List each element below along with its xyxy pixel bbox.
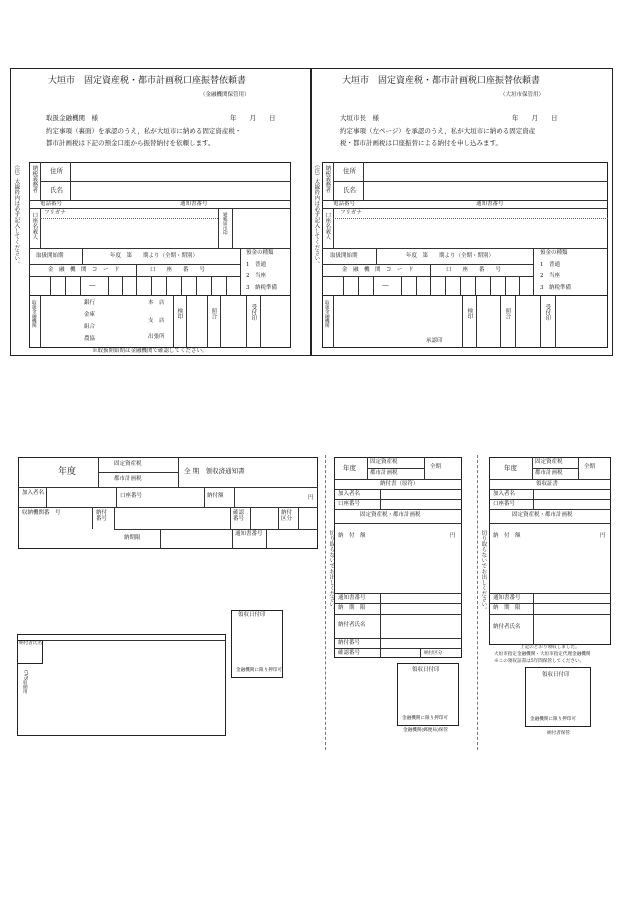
right-check-label: 検印 <box>466 308 473 319</box>
left-deposit-type-2: 2 当座 <box>246 273 266 279</box>
right-form-title: 大垣市 固定資産税・都市計画税口座振替依頼書 <box>342 76 541 86</box>
notice-title: 全 期 領収済通知書 <box>184 467 245 475</box>
receipt-tax-2: 都市計画税 <box>535 470 563 476</box>
middle-tax-1: 固定資産税 <box>370 459 398 465</box>
middle-yen: 円 <box>450 533 456 539</box>
receipt-tax-1: 固定資産税 <box>535 459 563 465</box>
cvs-stamp-note: 金融機関に限り押印可 <box>236 668 282 673</box>
notice-payment-category-label: 納付区分 <box>281 510 293 523</box>
right-form-subtitle: （大垣市保管用） <box>500 92 545 98</box>
left-start-label: 取扱開始期 <box>36 253 64 259</box>
middle-tax-2: 都市計画税 <box>370 470 398 476</box>
right-form-intro-1: 約定事項（左ページ）を承認のうえ，私が大垣市に納める固定資産 <box>340 127 536 135</box>
receipt-amount-label: 納 付 額 <box>493 533 521 539</box>
receipt-doc-name: 領収証書 <box>536 481 559 487</box>
left-notice-no-label: 通知書番号 <box>180 201 208 207</box>
notice-collecting-bank-label: 収納機関番 号 <box>22 510 61 516</box>
right-verify-label: 照合 <box>504 308 511 319</box>
cvs-slip <box>17 634 226 736</box>
left-receipt-label: 受付印 <box>250 304 257 321</box>
receipt-subscriber-label: 加入者名 <box>493 491 516 497</box>
middle-keeper: 金融機関(郵便局)保管 <box>403 728 448 733</box>
right-form-side-note: （注）太線枠内は必ず記入してください。 <box>313 162 320 267</box>
receipt-yen: 円 <box>600 533 606 539</box>
middle-deadline-label: 納 期 限 <box>338 605 366 611</box>
receipt-stamp-label: 領収日付印 <box>542 672 570 678</box>
right-furigana-label: フリガナ <box>340 210 362 216</box>
left-form-footer: ※取扱開始期は金融機関で確認してください。 <box>92 348 208 354</box>
left-furigana-label: フリガナ <box>44 210 66 216</box>
right-notice-no-label: 通知書番号 <box>476 201 504 207</box>
left-branch-type-3: 出張所 <box>148 334 165 340</box>
left-branch-type-1: 本 店 <box>148 300 165 306</box>
notice-yen: 円 <box>308 495 314 501</box>
left-name-label: 氏名 <box>50 186 63 194</box>
left-form-subtitle: （金融機関保管用） <box>200 92 250 98</box>
middle-cut-note: 切り取らないでお出しください。 <box>328 530 335 613</box>
receipt-payer-label: 納付者氏名 <box>493 624 521 630</box>
middle-payment-no-label: 納付番号 <box>338 640 361 646</box>
receipt-term: 全期 <box>584 464 596 470</box>
cut-line-2 <box>477 455 478 750</box>
left-bank-code-label: 金 融 機 関 コ ー ド <box>48 267 120 273</box>
left-bank-type-1: 銀行 <box>84 300 96 306</box>
notice-tax-2: 都市計画税 <box>114 476 142 482</box>
right-name-label: 氏名 <box>343 186 356 194</box>
receipt-year-label: 年度 <box>504 464 517 472</box>
right-bank-code-label: 金 融 機 関 コ ー ド <box>342 267 414 273</box>
left-taxpayer-label: 納税義務者 <box>31 165 38 193</box>
left-phone-label: 電話番号 <box>40 201 63 207</box>
middle-subscriber-label: 加入者名 <box>338 491 361 497</box>
notice-notice-no-label: 通知書番号 <box>235 531 263 537</box>
receipt-account-no-label: 口座番号 <box>493 501 516 507</box>
right-form-intro-2: 税・都市計画税は口座振替による納付を申し込みます。 <box>340 139 502 147</box>
left-seal-label: 通帳届出印 <box>222 212 228 235</box>
notice-year-label: 年度 <box>58 467 77 477</box>
right-start-label: 取扱開始期 <box>330 253 358 259</box>
left-deposit-type-3: 3 納税準備 <box>246 285 277 291</box>
middle-category-label: 納付区分 <box>424 651 443 656</box>
left-start-value: 年度 第 期より（全期・期別） <box>110 253 199 259</box>
notice-subscriber-text: 加入者名 <box>22 490 45 496</box>
right-handling-bank-label: 取扱金融機関 <box>324 300 330 328</box>
middle-confirm-no-label: 確認番号 <box>338 650 361 656</box>
left-form-title: 大垣市 固定資産税・都市計画税口座振替依頼書 <box>48 76 247 86</box>
notice-account-no-label: 口座番号 <box>120 493 143 499</box>
left-deposit-type-label: 預金の種類 <box>246 250 274 256</box>
right-account-holder-label: 口座名義人 <box>324 212 331 240</box>
cvs-stamp-label: 領収日付印 <box>238 612 266 618</box>
middle-stamp-label: 領収日付印 <box>412 667 440 673</box>
middle-payer-label: 納付者氏名 <box>338 622 366 628</box>
left-form-intro-1: 約定事項（裏面）を承認のうえ，私が大垣市に納める固定資産税・ <box>46 127 242 135</box>
receipt-keeper: 納付者保管 <box>547 731 570 736</box>
receipt-note-3: ※この領収証書は5年間保管してください。 <box>494 659 585 664</box>
right-address-label: 住所 <box>343 167 356 175</box>
right-cut-note: 切り取らないでお出しください。 <box>480 530 487 613</box>
middle-notice-no-label: 通知書番号 <box>338 595 366 601</box>
right-deposit-type-label: 預金の種類 <box>540 250 568 256</box>
left-address-label: 住所 <box>50 167 63 175</box>
left-check-label: 検印 <box>176 308 183 319</box>
notice-payment-no-label: 納付番号 <box>96 510 108 523</box>
left-bank-code-dash: ― <box>89 281 96 289</box>
receipt-note-1: 上記のとおり領収しました。 <box>520 645 580 650</box>
left-form-side-note: （注）太線枠内は必ず記入してください。 <box>13 162 20 267</box>
middle-doc-name: 納付書（原符） <box>380 481 419 487</box>
middle-year-label: 年度 <box>343 464 356 472</box>
right-receipt-label: 受付印 <box>544 304 551 321</box>
left-bank-type-4: 農協 <box>84 336 96 342</box>
left-bank-type-3: 組合 <box>84 324 96 330</box>
receipt-note-2: 大垣市指定金融機関・大垣市指定代理金融機関 <box>494 652 591 657</box>
right-approval-label: 承認印 <box>426 338 443 344</box>
right-form-addressee: 大垣市長 様 <box>340 114 379 122</box>
receipt-deadline-label: 納 期 限 <box>493 605 521 611</box>
middle-account-no-label: 口座番号 <box>338 501 361 507</box>
middle-stamp-note: 金融機関に限り押印可 <box>402 716 448 721</box>
right-start-value: 年度 第 期より（全期・期別） <box>406 253 495 259</box>
left-form-intro-2: 都市計画税は下記の預金口座から振替納付を依頼します。 <box>46 139 215 147</box>
right-phone-label: 電話番号 <box>333 201 356 207</box>
left-deposit-type-1: 1 普通 <box>246 262 266 268</box>
right-taxpayer-label: 納税義務者 <box>324 165 331 193</box>
cvs-label: CVS収納用 <box>22 670 28 694</box>
right-deposit-type-3: 3 納税準備 <box>540 285 571 291</box>
notice-deadline-label: 納期限 <box>124 535 141 541</box>
right-bank-code-dash: ― <box>382 281 389 289</box>
left-form-date: 年 月 日 <box>230 114 276 122</box>
middle-amount-label: 納 付 額 <box>338 533 366 539</box>
notice-confirm-no-label: 確認番号 <box>233 510 245 523</box>
left-verify-label: 照合 <box>210 308 217 319</box>
notice-amount-label: 納付額 <box>207 493 224 499</box>
right-form-date: 年 月 日 <box>512 114 558 122</box>
right-deposit-type-1: 1 普通 <box>540 262 560 268</box>
cvs-payer-label: 納付者氏名 <box>19 641 42 646</box>
middle-tax-full: 固定資産税・都市計画税 <box>360 512 421 518</box>
left-account-holder-label: 口座名義人 <box>31 212 38 240</box>
left-handling-bank-label: 取扱金融機関 <box>31 300 37 328</box>
left-branch-type-2: 支 店 <box>148 318 165 324</box>
left-bank-type-2: 金庫 <box>84 312 96 318</box>
left-account-no-label: 口 座 番 号 <box>150 267 206 273</box>
cut-line-1 <box>325 455 326 750</box>
receipt-tax-full: 固定資産税・都市計画税 <box>512 512 573 518</box>
receipt-notice-no-label: 通知書番号 <box>493 595 521 601</box>
middle-term: 全期 <box>430 464 442 470</box>
notice-tax-1: 固定資産税 <box>114 461 142 467</box>
left-form-addressee: 取扱金融機関 様 <box>46 114 98 122</box>
right-deposit-type-2: 2 当座 <box>540 273 560 279</box>
receipt-stamp-note: 金融機関に限り押印可 <box>530 717 576 722</box>
right-account-no-label: 口 座 番 号 <box>446 267 502 273</box>
